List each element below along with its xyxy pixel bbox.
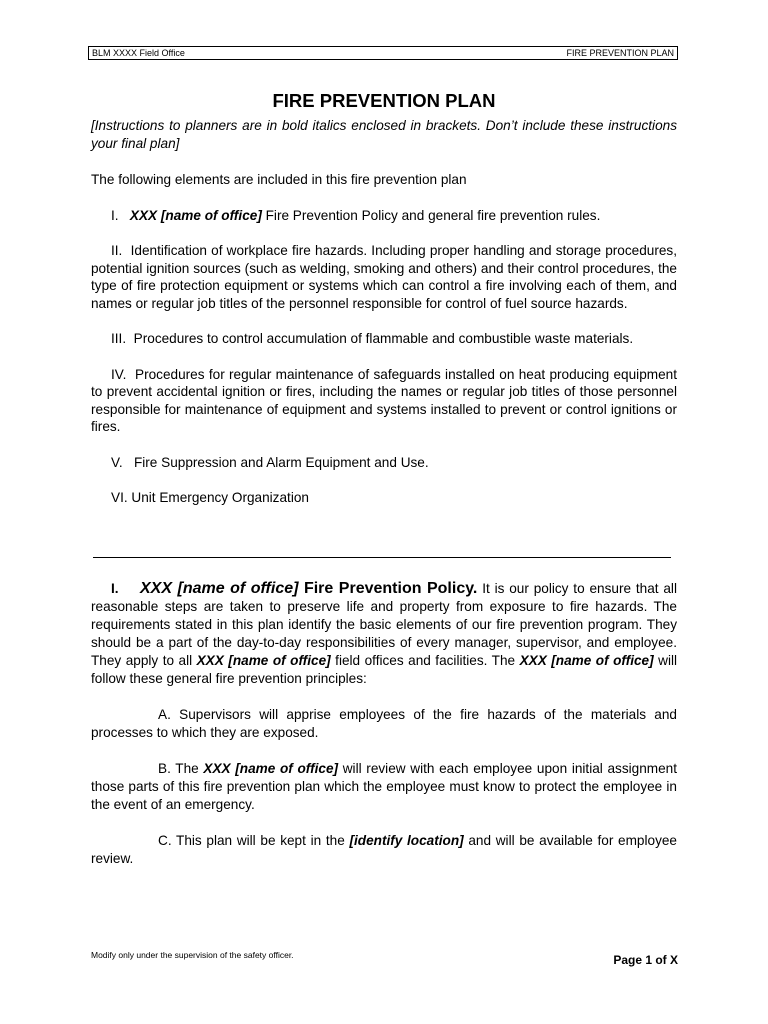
element-item-5 (91, 454, 677, 472)
element-number: VI. (111, 490, 128, 505)
policy-section (91, 580, 677, 886)
policy-placeholder: XXX [name of office] (196, 653, 331, 668)
section-divider (93, 557, 671, 558)
policy-number: I. (111, 581, 119, 596)
policy-heading-text: Fire Prevention Policy. (298, 580, 478, 597)
element-text: Identification of workplace fire hazards. Including proper handling and storage procedures, potential ignition sources (such as welding, smoking and others) and their control procedures, the type of fire protection equipment or systems which can control a fire involving each of them, and names or regular job titles of the personnel responsible for control of fuel source hazards. (91, 243, 677, 311)
policy-paragraph (91, 580, 677, 688)
element-number: V. (111, 454, 123, 470)
header-office: BLM XXXX Field Office (92, 48, 185, 58)
principle-text: C. This plan will be kept in the (158, 833, 350, 848)
element-number: III. (111, 331, 127, 346)
policy-text: It is our policy to ensure that all reasonable steps are taken to preserve life and property from exposure to fire hazards. The requirements stated in this plan identify the basic elements of our fire prevention program. They should be a part of the day-to-day responsibilities of every manager, supervisor, and employee. They apply to all (91, 581, 677, 668)
policy-heading-placeholder: XXX [name of office] (140, 580, 299, 597)
document-body (91, 90, 677, 525)
element-item-6 (91, 489, 677, 507)
principle-placeholder: XXX [name of office] (203, 761, 339, 776)
element-text: Unit Emergency Organization (131, 490, 309, 505)
principle-text: will review with each employee upon initial assignment those parts of this fire prevention plan which the employee must know to protect the employee in the event of an emergency. (91, 761, 677, 812)
policy-text: field offices and facilities. The (330, 653, 520, 668)
page-title: FIRE PREVENTION PLAN (272, 90, 496, 111)
element-item-2 (91, 242, 677, 312)
page-number: Page 1 of X (613, 953, 678, 967)
principle-text: B. The (158, 761, 204, 776)
principle-placeholder: [identify location] (349, 833, 464, 848)
header-doc-title: FIRE PREVENTION PLAN (566, 48, 674, 58)
principle-a: A. Supervisors will apprise employees of the fire hazards of the materials and processes to which they are exposed. (91, 707, 677, 740)
policy-text: will follow these general fire prevention principles: (91, 653, 678, 686)
element-text: Procedures to control accumulation of flammable and combustible waste materials. (133, 331, 634, 346)
element-number: II. (111, 243, 123, 258)
element-number: I. (111, 207, 119, 223)
page-header (88, 46, 678, 60)
intro-text: The following elements are included in this fire prevention plan (91, 172, 467, 187)
element-placeholder: XXX [name of office] (129, 207, 262, 223)
footer-note: Modify only under the supervision of the safety officer. (91, 950, 294, 960)
planner-instructions: [Instructions to planners are in bold italics enclosed in brackets. Don’t include these instructions your final plan] (91, 118, 677, 151)
element-item-3 (91, 330, 677, 348)
policy-placeholder: XXX [name of office] (519, 653, 654, 668)
principle-c (91, 832, 677, 868)
principle-text: and will be available for employee review. (91, 833, 677, 866)
principle-b (91, 760, 677, 814)
element-number: IV. (111, 366, 127, 382)
element-item-1 (91, 207, 677, 225)
element-text: Procedures for regular maintenance of safeguards installed on heat producing equipment to prevent accidental ignition or fires, including the names or regular job titles of those personnel responsible for maintenance of equipment and systems installed to prevent or control ignitions or fires. (91, 366, 677, 434)
element-item-4 (91, 366, 677, 436)
policy-heading (140, 580, 477, 597)
element-text: Fire Suppression and Alarm Equipment and Use. (133, 454, 429, 470)
element-text: Fire Prevention Policy and general fire prevention rules. (261, 207, 601, 223)
